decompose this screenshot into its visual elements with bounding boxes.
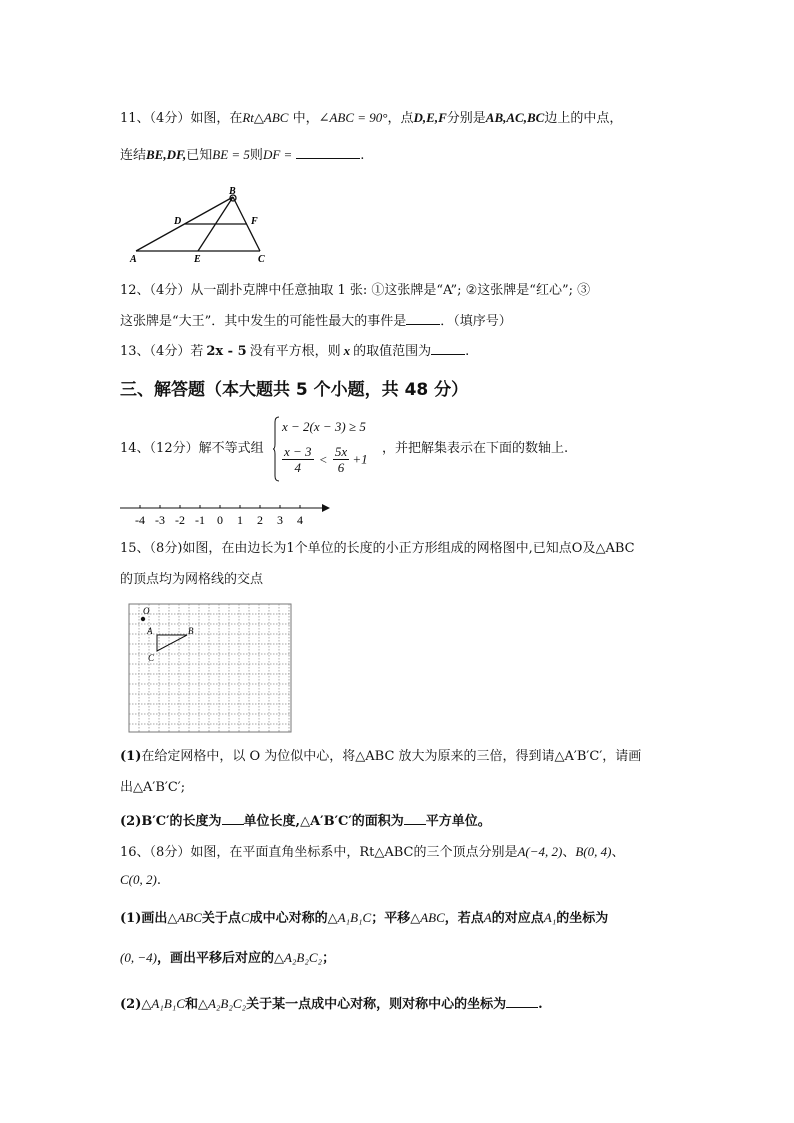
- q16-text: ；平移: [371, 911, 411, 926]
- q13-text: 没有平方根，则: [249, 344, 341, 359]
- q16-text: ，画出平移后对应的△: [156, 951, 284, 966]
- q11-line2: [120, 146, 364, 164]
- q14-inequality-1: x − 2(x − 3) ≥ 5: [282, 419, 366, 434]
- q11-text: .: [360, 148, 365, 163]
- q15-line1: 15、（8分)如图，在由边长为1个单位的长度的小正方形组成的网格图中,已知点O及△ABC: [120, 541, 635, 556]
- q11-segments: BE,DF,: [146, 147, 187, 162]
- numerator: x − 3: [284, 444, 312, 459]
- denominator: 6: [337, 460, 345, 475]
- q16-text: 16、（8分）如图，在平面直角坐标系中，Rt△ABC的三个顶点分别是: [120, 845, 518, 860]
- q15-part1: [120, 749, 641, 765]
- less-than: <: [318, 451, 328, 467]
- q15-text: 在给定网格中，以 O 为位似中心，将△ABC 放大为原来的三倍，得到请△A′B′C′，请画: [141, 749, 642, 764]
- answer-blank[interactable]: [431, 342, 465, 355]
- grid-border: [129, 604, 291, 732]
- q15-text: 平方单位。: [425, 814, 491, 829]
- q11-text: 连结: [120, 148, 147, 163]
- q11-text: 则: [249, 148, 263, 163]
- q15-text: (2)B′C′的长度为: [120, 814, 222, 829]
- brace-icon: [272, 416, 280, 482]
- q16-math: A₂B₂C₂: [207, 996, 247, 1011]
- q16-text: (1)画出: [120, 911, 168, 926]
- q16-math: △ABC: [410, 910, 445, 925]
- q13-expression: 2x - 5: [206, 344, 247, 359]
- q14-prefix: 14、（12分）解不等式组: [120, 441, 264, 456]
- q11-triangle-figure: [125, 182, 275, 264]
- number-line-label: 0: [217, 513, 223, 527]
- q13-text: 的取值范围为: [353, 344, 432, 359]
- q15-part1-cont: 出△A′B′C′;: [120, 780, 186, 795]
- answer-blank[interactable]: [296, 146, 360, 159]
- q16-math: A₂B₂C₂: [283, 950, 323, 965]
- q11-text: ，点: [387, 111, 414, 126]
- q13-text: .: [465, 344, 470, 359]
- point-a-coord: A(−4, 2): [517, 844, 563, 859]
- q12-text: 这张牌是“大王”．其中发生的可能性最大的事件是: [120, 314, 407, 329]
- q12-line1: 12、（4分）从一副扑克牌中任意抽取 1 张: ①这张牌是“A”; ②这张牌是“红心”; ③: [120, 283, 591, 298]
- q16-math: A₁B₁C: [151, 996, 185, 1011]
- q12-text: ．（填序号）: [440, 314, 512, 329]
- point-o: [141, 617, 145, 621]
- q11-sides: AB,AC,BC: [485, 110, 545, 125]
- number-line-label: -4: [135, 513, 145, 527]
- label-e: E: [194, 254, 201, 264]
- q16-part1: [120, 910, 608, 927]
- label-d: D: [174, 216, 182, 227]
- label-b: B: [188, 626, 194, 636]
- q16-text: 关于某一点成中心对称，则对称中心的坐标为: [246, 997, 507, 1012]
- q16-text: .: [538, 997, 543, 1012]
- label-a: A: [147, 626, 153, 636]
- plus-one: +1: [352, 451, 368, 467]
- fraction-1: [282, 444, 314, 475]
- q16-part2: [120, 995, 543, 1013]
- q11-line1: [120, 110, 622, 127]
- q13-line: [120, 342, 469, 360]
- q16-text: .: [156, 873, 161, 888]
- number-line-label: -2: [175, 513, 185, 527]
- numerator: 5x: [334, 444, 348, 459]
- q15-text: 单位长度,△A′B′C′的面积为: [243, 814, 404, 829]
- q15-grid-figure: [125, 601, 295, 736]
- q11-ask: DF =: [262, 147, 293, 162]
- q16-line1: [120, 844, 624, 861]
- number-line-label: 1: [237, 513, 243, 527]
- point-c-coord: C(0, 2): [120, 872, 157, 887]
- q16-text: 关于点: [201, 911, 241, 926]
- q11-points: D,E,F: [413, 110, 447, 125]
- label-b: B: [229, 186, 236, 197]
- answer-blank[interactable]: [406, 312, 440, 325]
- q16-text: ；: [322, 951, 336, 966]
- label-o: O: [143, 606, 150, 616]
- q16-text: 的对应点: [491, 911, 544, 926]
- q16-math: (0, −4): [120, 950, 157, 965]
- q11-angle: ∠ABC = 90°: [318, 110, 388, 125]
- fraction-2: [333, 444, 349, 475]
- q11-text: 如图，在: [190, 111, 243, 126]
- q16-line2: [120, 872, 161, 889]
- number-line-label: -1: [195, 513, 205, 527]
- q15-line2: 的顶点均为网格线的交点: [120, 572, 264, 587]
- number-line-label: -3: [155, 513, 165, 527]
- number-line-label: 2: [257, 513, 263, 527]
- q13-var: x: [343, 343, 351, 358]
- q11-text: 分别是: [446, 111, 486, 126]
- q15-part2: [120, 812, 491, 830]
- number-line-label: 3: [277, 513, 283, 527]
- q16-math: △ABC: [167, 910, 202, 925]
- q11-rt: Rt△ABC: [242, 110, 289, 125]
- section-heading: 三、解答题（本大题共 5 个小题，共 48 分）: [120, 380, 469, 400]
- label-a: A: [130, 254, 137, 264]
- arrow-right-icon: [322, 504, 330, 512]
- separator: 、: [562, 845, 576, 860]
- label-c: C: [148, 653, 155, 663]
- q16-text: (2)△: [120, 997, 152, 1012]
- q16-math: A₁: [543, 910, 557, 925]
- q11-text: 已知: [186, 148, 213, 163]
- q16-math: A₁B₁C: [337, 910, 372, 925]
- part-number: (1): [120, 749, 142, 764]
- q16-part1-cont: [120, 950, 335, 967]
- q16-text: 的坐标为: [556, 911, 609, 926]
- q16-text: ，若点: [444, 911, 484, 926]
- q14-inequality-2: [282, 444, 368, 475]
- q11-number: 11、（4分）: [120, 111, 191, 126]
- separator: 、: [611, 845, 625, 860]
- label-f: F: [251, 216, 258, 227]
- q16-text: 和△: [184, 997, 208, 1012]
- answer-blank[interactable]: [506, 995, 538, 1008]
- q16-math: C: [240, 910, 250, 925]
- q11-given: BE = 5: [212, 147, 250, 162]
- q16-math: A: [483, 910, 492, 925]
- number-line: [118, 500, 338, 530]
- answer-blank[interactable]: [222, 812, 244, 825]
- number-line-label: 4: [297, 513, 303, 527]
- denominator: 4: [294, 460, 302, 475]
- point-b-coord: B(0, 4): [575, 844, 612, 859]
- q13-text: 13、（4分）若: [120, 344, 204, 359]
- triangle-abc: [157, 635, 187, 651]
- q11-text: 中，: [288, 111, 319, 126]
- label-c: C: [258, 254, 265, 264]
- answer-blank[interactable]: [404, 812, 426, 825]
- q14-tail: ，并把解集表示在下面的数轴上.: [382, 441, 569, 456]
- q11-text: 边上的中点，: [544, 111, 623, 126]
- q16-text: 成中心对称的△: [249, 911, 338, 926]
- q12-line2: [120, 312, 512, 330]
